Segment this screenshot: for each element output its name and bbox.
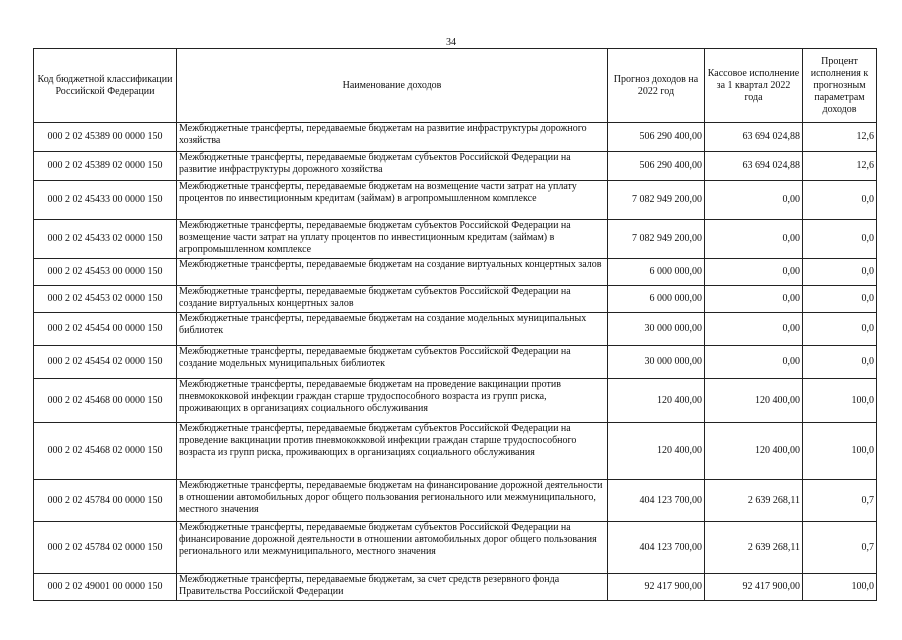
row-percent: 0,7: [803, 480, 877, 522]
row-name: Межбюджетные трансферты, передаваемые бюджетам на создание виртуальных концертных залов: [177, 259, 608, 286]
row-code: 000 2 02 45453 02 0000 150: [34, 286, 177, 313]
row-forecast: 404 123 700,00: [608, 480, 705, 522]
row-percent: 0,0: [803, 259, 877, 286]
table-row: [34, 574, 877, 601]
header-name: Наименование доходов: [177, 49, 608, 123]
table-row: [34, 480, 877, 522]
row-name: Межбюджетные трансферты, передаваемые бюджетам на возмещение части затрат на уплату процентов по инвестиционным кредитам (займам) в агропромышленном комплексе: [177, 181, 608, 220]
row-code: 000 2 02 45784 00 0000 150: [34, 480, 177, 522]
table-row: [34, 379, 877, 423]
row-code: 000 2 02 45389 02 0000 150: [34, 152, 177, 181]
row-actual: 63 694 024,88: [705, 152, 803, 181]
page-number: 34: [446, 37, 456, 48]
row-percent: 100,0: [803, 423, 877, 480]
row-code: 000 2 02 49001 00 0000 150: [34, 574, 177, 601]
row-code: 000 2 02 45453 00 0000 150: [34, 259, 177, 286]
row-name: Межбюджетные трансферты, передаваемые бюджетам субъектов Российской Федерации на развитие инфраструктуры дорожного хозяйства: [177, 152, 608, 181]
row-forecast: 404 123 700,00: [608, 522, 705, 574]
table-row: [34, 181, 877, 220]
table-row: [34, 286, 877, 313]
table-header-row: [34, 49, 877, 123]
row-forecast: 7 082 949 200,00: [608, 220, 705, 259]
row-forecast: 30 000 000,00: [608, 313, 705, 346]
row-code: 000 2 02 45784 02 0000 150: [34, 522, 177, 574]
row-actual: 120 400,00: [705, 423, 803, 480]
header-actual: Кассовое исполнение за 1 квартал 2022 года: [705, 49, 803, 123]
row-actual: 63 694 024,88: [705, 123, 803, 152]
row-percent: 100,0: [803, 574, 877, 601]
row-name: Межбюджетные трансферты, передаваемые бюджетам, за счет средств резервного фонда Правительства Российской Федерации: [177, 574, 608, 601]
row-forecast: 506 290 400,00: [608, 123, 705, 152]
row-code: 000 2 02 45433 00 0000 150: [34, 181, 177, 220]
row-percent: 0,0: [803, 346, 877, 379]
row-code: 000 2 02 45468 02 0000 150: [34, 423, 177, 480]
row-code: 000 2 02 45468 00 0000 150: [34, 379, 177, 423]
row-forecast: 120 400,00: [608, 423, 705, 480]
row-name: Межбюджетные трансферты, передаваемые бюджетам на финансирование дорожной деятельности в отношении автомобильных дорог общего пользования регионального или межмуниципального, местного значения: [177, 480, 608, 522]
table-body: [34, 123, 877, 601]
row-actual: 92 417 900,00: [705, 574, 803, 601]
header-percent: Процент исполнения к прогнозным параметрам доходов: [803, 49, 877, 123]
row-percent: 0,0: [803, 313, 877, 346]
row-forecast: 7 082 949 200,00: [608, 181, 705, 220]
row-percent: 0,7: [803, 522, 877, 574]
row-percent: 0,0: [803, 220, 877, 259]
table-row: [34, 220, 877, 259]
row-forecast: 506 290 400,00: [608, 152, 705, 181]
header-forecast: Прогноз доходов на 2022 год: [608, 49, 705, 123]
row-actual: 0,00: [705, 220, 803, 259]
row-name: Межбюджетные трансферты, передаваемые бюджетам субъектов Российской Федерации на финансирование дорожной деятельности в отношении автомобильных дорог общего пользования регионального или межмуниципального, местного значения: [177, 522, 608, 574]
table-row: [34, 423, 877, 480]
row-forecast: 30 000 000,00: [608, 346, 705, 379]
table-row: [34, 259, 877, 286]
row-code: 000 2 02 45433 02 0000 150: [34, 220, 177, 259]
table-row: [34, 152, 877, 181]
table-row: [34, 346, 877, 379]
row-name: Межбюджетные трансферты, передаваемые бюджетам на развитие инфраструктуры дорожного хозяйства: [177, 123, 608, 152]
row-actual: 2 639 268,11: [705, 480, 803, 522]
table-row: [34, 123, 877, 152]
row-actual: 0,00: [705, 181, 803, 220]
row-actual: 0,00: [705, 313, 803, 346]
row-actual: 2 639 268,11: [705, 522, 803, 574]
row-name: Межбюджетные трансферты, передаваемые бюджетам субъектов Российской Федерации на возмещение части затрат на уплату процентов по инвестиционным кредитам (займам) в агропромышленном комплексе: [177, 220, 608, 259]
header-code: Код бюджетной классификации Российской Федерации: [34, 49, 177, 123]
row-code: 000 2 02 45454 02 0000 150: [34, 346, 177, 379]
row-percent: 0,0: [803, 181, 877, 220]
row-name: Межбюджетные трансферты, передаваемые бюджетам на создание модельных муниципальных библиотек: [177, 313, 608, 346]
row-forecast: 6 000 000,00: [608, 259, 705, 286]
row-name: Межбюджетные трансферты, передаваемые бюджетам субъектов Российской Федерации на создание виртуальных концертных залов: [177, 286, 608, 313]
row-actual: 0,00: [705, 259, 803, 286]
row-code: 000 2 02 45454 00 0000 150: [34, 313, 177, 346]
row-name: Межбюджетные трансферты, передаваемые бюджетам на проведение вакцинации против пневмококковой инфекции граждан старше трудоспособного возраста из групп риска, проживающих в организациях социального обслуживания: [177, 379, 608, 423]
row-name: Межбюджетные трансферты, передаваемые бюджетам субъектов Российской Федерации на проведение вакцинации против пневмококковой инфекции граждан старше трудоспособного возраста из групп риска, проживающих в организациях социального обслуживания: [177, 423, 608, 480]
table-row: [34, 522, 877, 574]
table-row: [34, 313, 877, 346]
row-percent: 12,6: [803, 123, 877, 152]
row-actual: 0,00: [705, 346, 803, 379]
row-forecast: 120 400,00: [608, 379, 705, 423]
row-percent: 100,0: [803, 379, 877, 423]
row-code: 000 2 02 45389 00 0000 150: [34, 123, 177, 152]
row-name: Межбюджетные трансферты, передаваемые бюджетам субъектов Российской Федерации на создание модельных муниципальных библиотек: [177, 346, 608, 379]
row-forecast: 6 000 000,00: [608, 286, 705, 313]
row-actual: 0,00: [705, 286, 803, 313]
row-forecast: 92 417 900,00: [608, 574, 705, 601]
row-percent: 0,0: [803, 286, 877, 313]
budget-revenue-table: [33, 48, 877, 601]
row-actual: 120 400,00: [705, 379, 803, 423]
row-percent: 12,6: [803, 152, 877, 181]
